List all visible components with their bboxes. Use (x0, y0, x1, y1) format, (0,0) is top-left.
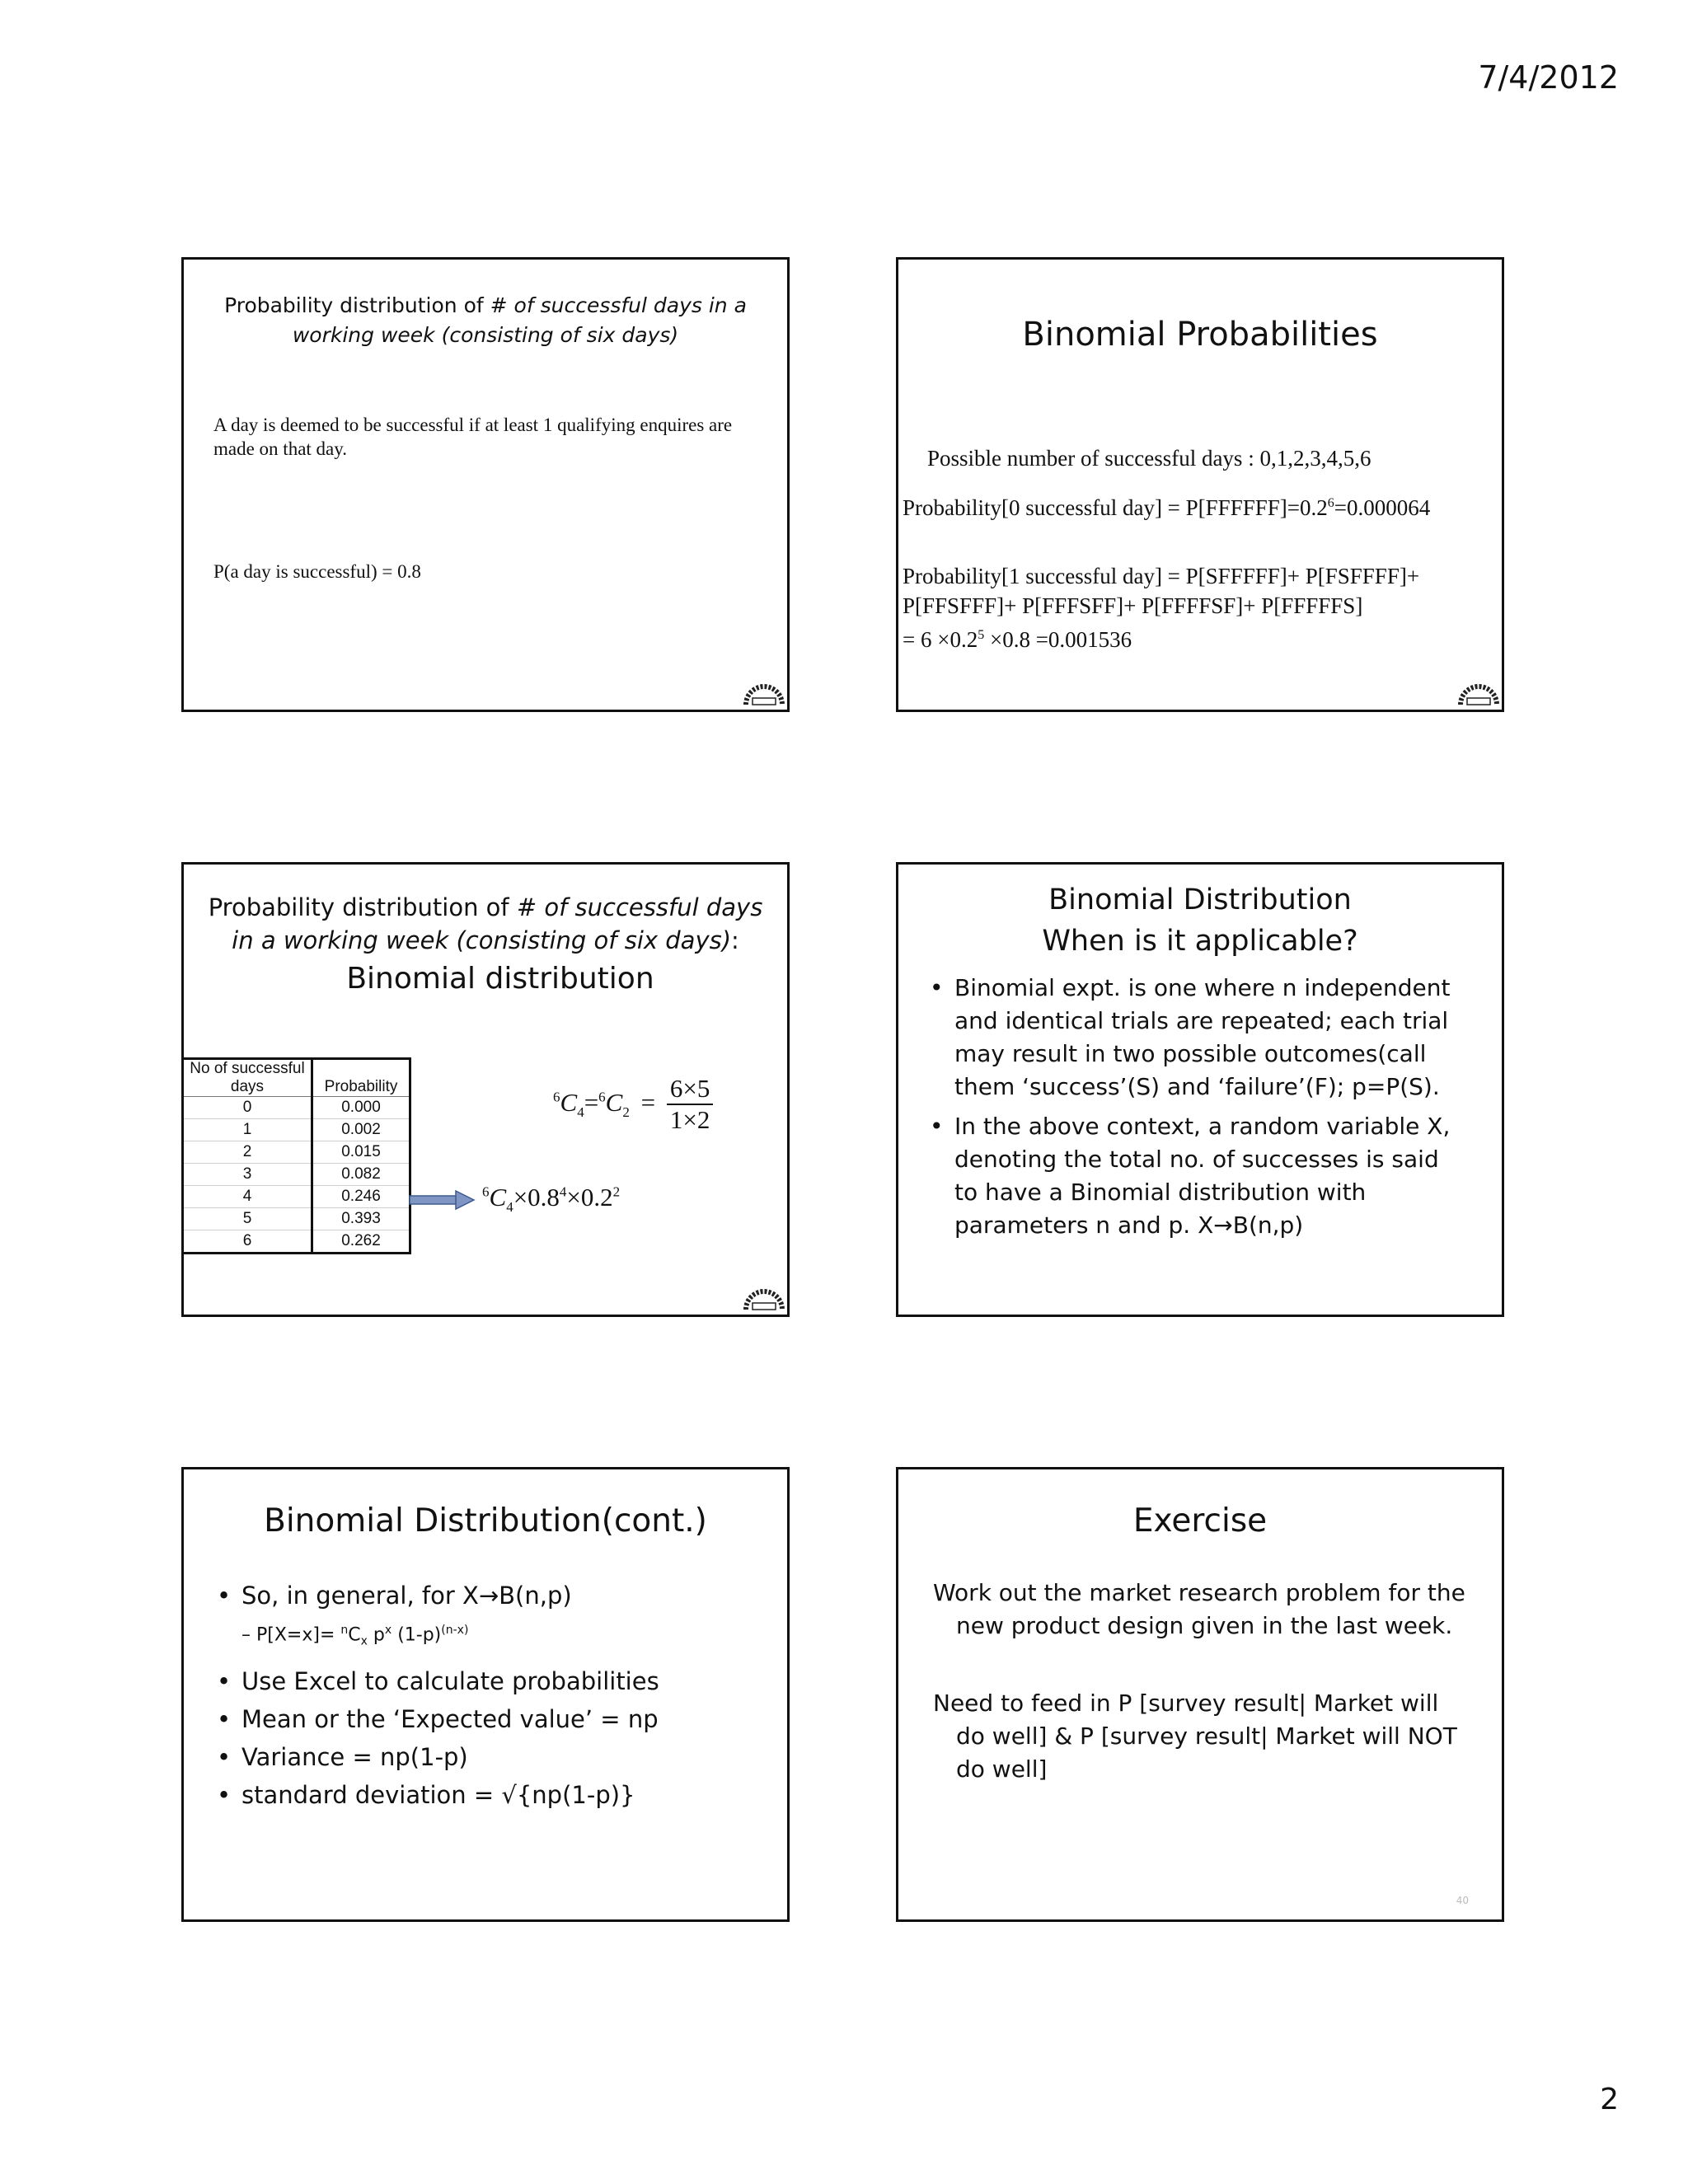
prob-one-line3-a: = 6 ×0.2 (903, 627, 978, 652)
header-probability: Probability (312, 1059, 410, 1097)
prob-zero-exp: 6 (1327, 496, 1334, 510)
list-item: • So, in general, for X→B(n,p) (217, 1577, 762, 1615)
slide-3-title (200, 891, 771, 957)
f1-c-a: C (560, 1087, 578, 1117)
cell-prob: 0.015 (312, 1141, 410, 1164)
list-item: • standard deviation = √{np(1-p)} (217, 1776, 762, 1814)
applicability-list (930, 972, 1467, 1242)
institute-logo-icon (741, 677, 787, 710)
f2-exp2: 2 (612, 1183, 621, 1200)
exercise-paragraph-1: Work out the market research problem for the new product design given in the last week. (933, 1579, 1465, 1639)
f1-sup-a: 6 (553, 1089, 560, 1105)
success-probability: P(a day is successful) = 0.8 (213, 561, 421, 582)
prob-zero-days (903, 495, 1430, 521)
cell-days: 6 (183, 1230, 312, 1254)
table-row (183, 1141, 410, 1164)
pmf-c: C (348, 1624, 361, 1646)
list-item: • Variance = np(1-p) (217, 1738, 762, 1776)
cell-prob: 0.262 (312, 1230, 410, 1254)
binomial-term-formula (482, 1183, 620, 1216)
list-item: • Mean or the ‘Expected value’ = np (217, 1700, 762, 1738)
cell-days: 2 (183, 1141, 312, 1164)
title-prefix: Probability distribution of (224, 293, 490, 317)
slide-5-title: Binomial Distribution(cont.) (264, 1502, 707, 1540)
pmf-prefix: – P[X=x]= (241, 1624, 341, 1646)
f2-mid2: ×0.2 (566, 1183, 613, 1212)
exercise-paragraph-2: Need to feed in P [survey result| Market will do well] & P [survey result| Market will NOT do well] (933, 1690, 1457, 1783)
cell-days: 5 (183, 1208, 312, 1230)
pmf-px: x (384, 1624, 392, 1637)
prob-zero-text: Probability[0 successful day] = P[FFFFFF]=0.2 (903, 495, 1328, 520)
cell-prob: 0.002 (312, 1119, 410, 1141)
header-days: No of successful days (183, 1059, 312, 1097)
pmf-qx: (n-x) (441, 1624, 469, 1637)
combination-formula (553, 1074, 713, 1135)
slide-4 (896, 862, 1504, 1317)
slide-3 (181, 862, 790, 1317)
cell-prob: 0.246 (312, 1186, 410, 1208)
possible-days: Possible number of successful days : 0,1,2,3,4,5,6 (927, 446, 1372, 471)
page-number: 2 (1600, 2083, 1619, 2116)
title-line2: When is it applicable? (1042, 925, 1358, 958)
slide-5 (181, 1467, 790, 1922)
cell-days: 0 (183, 1097, 312, 1119)
f2-exp1: 4 (559, 1183, 567, 1200)
f1-denominator: 1×2 (669, 1105, 710, 1134)
prob-one-line3-exp: 5 (978, 628, 985, 642)
title-italic: # of successful days in a working week (consisting of six days) (292, 293, 747, 347)
title-italic: # of successful days in a working week (consisting of six days) (232, 893, 763, 954)
list-item: • Binomial expt. is one where n independent and identical trials are repeated; each trial may result in two possible outcomes(call them ‘success’(S) and ‘failure’(F); p=P(S). (930, 972, 1467, 1104)
slide-6 (896, 1467, 1504, 1922)
summary-list (217, 1577, 762, 1615)
slide-1 (181, 257, 790, 712)
institute-logo-icon (1456, 677, 1502, 710)
cell-days: 3 (183, 1164, 312, 1186)
f2-sub: 4 (506, 1199, 513, 1216)
cell-days: 4 (183, 1186, 312, 1208)
binomial-summary (217, 1577, 762, 1814)
table-row (183, 1164, 410, 1186)
table-row (183, 1208, 410, 1230)
f2-sup: 6 (482, 1183, 490, 1200)
prob-one-line2: P[FFSFFF]+ P[FFFSFF]+ P[FFFFSF]+ P[FFFFFS] (903, 593, 1363, 618)
prob-zero-result: =0.000064 (1334, 495, 1431, 520)
cell-prob: 0.000 (312, 1097, 410, 1119)
f2-mid: ×0.8 (513, 1183, 560, 1212)
table-row (183, 1230, 410, 1254)
probability-table (181, 1057, 411, 1254)
prob-one-line3 (903, 621, 1419, 654)
slide-number: 40 (1456, 1895, 1469, 1906)
f1-sub-a: 4 (577, 1104, 584, 1121)
pmf-p: p (367, 1624, 385, 1646)
list-item: • In the above context, a random variable X, denoting the total no. of successes is said to have a Binomial distribution with parameters n and p. X→B(n,p) (930, 1110, 1467, 1242)
prob-one-line3-b: ×0.8 =0.001536 (984, 627, 1132, 652)
table-row (183, 1186, 410, 1208)
prob-one-line1: Probability[1 successful day] = P[SFFFFF]+ P[FSFFFF]+ (903, 564, 1420, 588)
summary-list-rest (217, 1662, 762, 1814)
slide-2-title: Binomial Probabilities (1022, 316, 1378, 354)
pmf-x: x (360, 1634, 368, 1648)
pmf-q: (1-p) (392, 1624, 442, 1646)
header-date: 7/4/2012 (1478, 59, 1619, 96)
table-row (183, 1119, 410, 1141)
f1-c-b: C (605, 1087, 623, 1117)
cell-days: 1 (183, 1119, 312, 1141)
f1-numerator: 6×5 (667, 1074, 713, 1105)
prob-one-day (903, 561, 1419, 654)
pmf-n: n (340, 1624, 349, 1637)
f1-eq2: = (640, 1087, 656, 1117)
f1-sup-b: 6 (598, 1089, 606, 1105)
pmf-formula (217, 1618, 762, 1654)
f1-fraction (667, 1074, 713, 1135)
f1-sub-b: 2 (622, 1104, 630, 1121)
slide-6-title: Exercise (1132, 1502, 1268, 1540)
slide-2 (896, 257, 1504, 712)
slide-1-title (200, 291, 771, 350)
arrow-right-icon (408, 1189, 476, 1211)
cell-prob: 0.393 (312, 1208, 410, 1230)
institute-logo-icon (741, 1282, 787, 1315)
title-prefix: Probability distribution of (208, 893, 517, 921)
table-header-row (183, 1059, 410, 1097)
list-item: • Use Excel to calculate probabilities (217, 1662, 762, 1700)
table-row (183, 1097, 410, 1119)
slide-4-title (898, 879, 1502, 962)
title-suffix: : (731, 926, 739, 954)
cell-prob: 0.082 (312, 1164, 410, 1186)
f2-c: C (489, 1183, 507, 1212)
slide-3-subtitle: Binomial distribution (346, 962, 654, 996)
f1-eq: = (584, 1087, 599, 1117)
success-definition: A day is deemed to be successful if at least 1 qualifying enquires are made on that day. (213, 415, 733, 459)
title-line1: Binomial Distribution (1048, 883, 1352, 916)
